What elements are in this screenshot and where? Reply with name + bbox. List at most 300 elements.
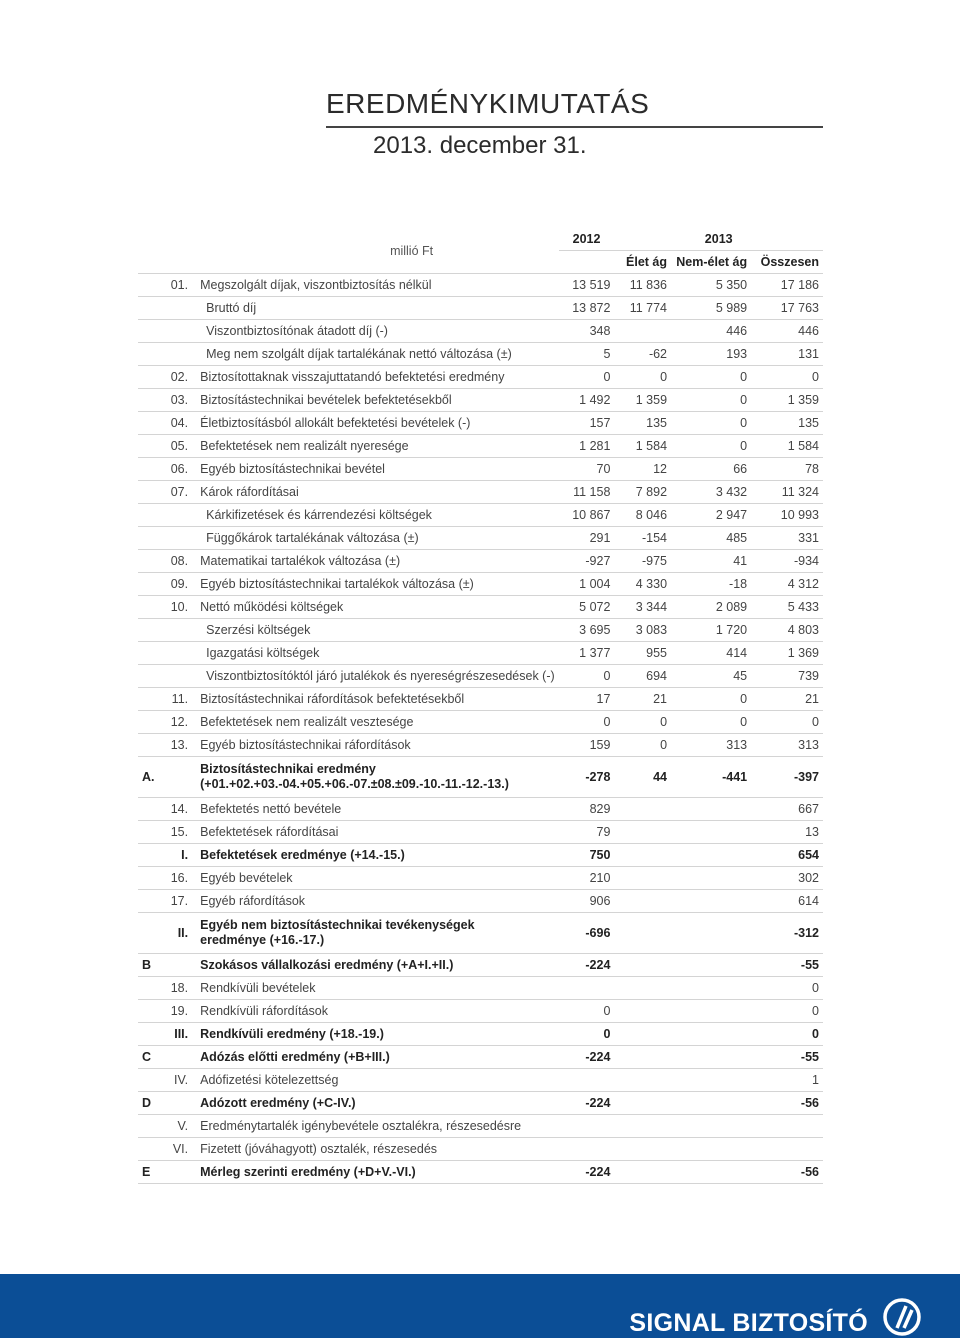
table-row	[138, 1069, 823, 1092]
row-letter	[138, 1115, 159, 1138]
value-2012: 0	[559, 1000, 615, 1023]
value-total: 1 369	[751, 642, 823, 665]
value-life	[614, 1000, 671, 1023]
value-2012: 210	[559, 867, 615, 890]
row-letter	[138, 711, 159, 734]
value-nonlife	[671, 1161, 751, 1184]
row-letter: E	[138, 1161, 159, 1184]
row-label: Megszolgált díjak, viszontbiztosítás nélkül	[196, 274, 559, 297]
value-total: 4 312	[751, 573, 823, 596]
value-total: -56	[751, 1161, 823, 1184]
row-letter	[138, 481, 159, 504]
value-total: 1 359	[751, 389, 823, 412]
table-row	[138, 435, 823, 458]
value-2012: 0	[559, 665, 615, 688]
value-2012: 829	[559, 798, 615, 821]
row-code	[159, 343, 197, 366]
row-code	[159, 619, 197, 642]
value-total: -55	[751, 954, 823, 977]
row-label: Meg nem szolgált díjak tartalékának nettó változása (±)	[196, 343, 559, 366]
page-subtitle: 2013. december 31.	[373, 132, 587, 159]
row-label: Szokásos vállalkozási eredmény (+A+I.+II.)	[196, 954, 559, 977]
value-life: 1 359	[614, 389, 671, 412]
value-nonlife	[671, 821, 751, 844]
header-total: Összesen	[751, 251, 823, 274]
value-nonlife: 0	[671, 412, 751, 435]
row-letter: A.	[138, 757, 159, 798]
table-row	[138, 844, 823, 867]
value-nonlife: 5 350	[671, 274, 751, 297]
value-life	[614, 890, 671, 913]
row-label: Adófizetési kötelezettség	[196, 1069, 559, 1092]
table-row	[138, 1138, 823, 1161]
table-row	[138, 977, 823, 1000]
table-row	[138, 596, 823, 619]
row-code	[159, 1161, 197, 1184]
row-code: 18.	[159, 977, 197, 1000]
row-code: 06.	[159, 458, 197, 481]
value-nonlife: 2 947	[671, 504, 751, 527]
value-nonlife	[671, 1138, 751, 1161]
row-code: II.	[159, 913, 197, 954]
value-life: 135	[614, 412, 671, 435]
value-life	[614, 1161, 671, 1184]
row-letter	[138, 596, 159, 619]
value-life: 8 046	[614, 504, 671, 527]
value-total: -934	[751, 550, 823, 573]
value-life	[614, 1092, 671, 1115]
value-nonlife: 0	[671, 366, 751, 389]
row-letter	[138, 504, 159, 527]
table-row	[138, 1161, 823, 1184]
value-2012	[559, 1115, 615, 1138]
row-code: VI.	[159, 1138, 197, 1161]
row-letter	[138, 550, 159, 573]
row-label: Matematikai tartalékok változása (±)	[196, 550, 559, 573]
row-label: Nettó működési költségek	[196, 596, 559, 619]
value-2012: 157	[559, 412, 615, 435]
value-life	[614, 977, 671, 1000]
row-letter	[138, 1000, 159, 1023]
value-nonlife	[671, 1069, 751, 1092]
value-life	[614, 821, 671, 844]
value-life: 0	[614, 711, 671, 734]
row-code: 11.	[159, 688, 197, 711]
row-letter	[138, 1138, 159, 1161]
row-code	[159, 1046, 197, 1069]
value-nonlife	[671, 1023, 751, 1046]
value-total: 13	[751, 821, 823, 844]
value-life: 0	[614, 734, 671, 757]
value-2012: -224	[559, 1092, 615, 1115]
row-letter	[138, 297, 159, 320]
row-label: Viszontbiztosítóktól járó jutalékok és nyereségrészesedések (-)	[196, 665, 559, 688]
value-total	[751, 1138, 823, 1161]
value-total: 1 584	[751, 435, 823, 458]
row-label: Biztosítástechnikai bevételek befektetésekből	[196, 389, 559, 412]
value-nonlife	[671, 844, 751, 867]
row-label: Egyéb ráfordítások	[196, 890, 559, 913]
row-code: 10.	[159, 596, 197, 619]
value-life: 4 330	[614, 573, 671, 596]
row-code: 08.	[159, 550, 197, 573]
value-2012: 159	[559, 734, 615, 757]
value-2012: 3 695	[559, 619, 615, 642]
row-label: Függőkárok tartalékának változása (±)	[196, 527, 559, 550]
row-label-line2: eredménye (+16.-17.)	[200, 933, 325, 947]
row-letter	[138, 458, 159, 481]
row-label-line2: (+01.+02.+03.-04.+05.+06.-07.±08.±09.-10.-11.-12.-13.)	[200, 777, 509, 791]
value-nonlife: -441	[671, 757, 751, 798]
value-total: -55	[751, 1046, 823, 1069]
value-2012: 0	[559, 1023, 615, 1046]
value-2012: 17	[559, 688, 615, 711]
value-nonlife	[671, 867, 751, 890]
row-label: Biztosítástechnikai ráfordítások befektetésekből	[196, 688, 559, 711]
row-letter: C	[138, 1046, 159, 1069]
value-2012	[559, 1069, 615, 1092]
row-letter	[138, 1023, 159, 1046]
value-total: 0	[751, 366, 823, 389]
table-row	[138, 274, 823, 297]
value-nonlife: 66	[671, 458, 751, 481]
value-total: 21	[751, 688, 823, 711]
value-total: 0	[751, 1000, 823, 1023]
header-nonlife: Nem-élet ág	[671, 251, 751, 274]
value-life	[614, 1138, 671, 1161]
value-nonlife: 485	[671, 527, 751, 550]
row-code: 07.	[159, 481, 197, 504]
row-letter: B	[138, 954, 159, 977]
table-row	[138, 1115, 823, 1138]
table-row	[138, 366, 823, 389]
value-total: 0	[751, 977, 823, 1000]
row-code: 04.	[159, 412, 197, 435]
row-code	[159, 665, 197, 688]
value-nonlife: -18	[671, 573, 751, 596]
row-letter	[138, 734, 159, 757]
value-total: 1	[751, 1069, 823, 1092]
value-total: 302	[751, 867, 823, 890]
row-label: Rendkívüli bevételek	[196, 977, 559, 1000]
row-label: Adózott eredmény (+C-IV.)	[196, 1092, 559, 1115]
row-letter	[138, 913, 159, 954]
row-letter	[138, 343, 159, 366]
value-life: 12	[614, 458, 671, 481]
value-total: 4 803	[751, 619, 823, 642]
row-label: Igazgatási költségek	[196, 642, 559, 665]
row-letter	[138, 642, 159, 665]
table-row	[138, 412, 823, 435]
table-row	[138, 642, 823, 665]
value-2012: -278	[559, 757, 615, 798]
value-nonlife: 2 089	[671, 596, 751, 619]
table-row	[138, 1046, 823, 1069]
unit-label: millió Ft	[159, 228, 559, 274]
table-row	[138, 458, 823, 481]
value-nonlife: 3 432	[671, 481, 751, 504]
value-nonlife: 0	[671, 389, 751, 412]
row-code: 13.	[159, 734, 197, 757]
table-row	[138, 297, 823, 320]
value-life: 694	[614, 665, 671, 688]
value-total: 5 433	[751, 596, 823, 619]
row-letter	[138, 619, 159, 642]
row-label: Egyéb bevételek	[196, 867, 559, 890]
row-code	[159, 297, 197, 320]
table-row	[138, 890, 823, 913]
row-code	[159, 642, 197, 665]
row-code: V.	[159, 1115, 197, 1138]
value-2012: 1 377	[559, 642, 615, 665]
value-2012: 0	[559, 711, 615, 734]
row-code: I.	[159, 844, 197, 867]
table-row	[138, 320, 823, 343]
value-2012: -224	[559, 954, 615, 977]
value-total: 17 186	[751, 274, 823, 297]
value-life: 44	[614, 757, 671, 798]
value-nonlife: 0	[671, 688, 751, 711]
row-code: 09.	[159, 573, 197, 596]
row-code: 19.	[159, 1000, 197, 1023]
value-2012: -224	[559, 1161, 615, 1184]
row-label: Befektetés nettó bevétele	[196, 798, 559, 821]
row-label: Befektetések eredménye (+14.-15.)	[196, 844, 559, 867]
row-code	[159, 504, 197, 527]
row-letter	[138, 389, 159, 412]
title-divider	[326, 126, 823, 128]
header-life: Élet ág	[614, 251, 671, 274]
value-nonlife	[671, 1000, 751, 1023]
row-code: IV.	[159, 1069, 197, 1092]
value-2012: 79	[559, 821, 615, 844]
row-letter	[138, 527, 159, 550]
value-nonlife	[671, 1092, 751, 1115]
row-label: Kárkifizetések és kárrendezési költségek	[196, 504, 559, 527]
table-row	[138, 619, 823, 642]
row-label: Mérleg szerinti eredmény (+D+V.-VI.)	[196, 1161, 559, 1184]
value-life	[614, 844, 671, 867]
signal-logo-icon	[882, 1297, 922, 1337]
row-label: Életbiztosításból allokált befektetési bevételek (-)	[196, 412, 559, 435]
value-total: 0	[751, 1023, 823, 1046]
value-2012: 750	[559, 844, 615, 867]
row-label-line1: Egyéb nem biztosítástechnikai tevékenységek	[200, 918, 475, 932]
row-code: 02.	[159, 366, 197, 389]
value-total: 739	[751, 665, 823, 688]
row-letter	[138, 844, 159, 867]
row-letter	[138, 821, 159, 844]
row-code: 12.	[159, 711, 197, 734]
row-label: Károk ráfordításai	[196, 481, 559, 504]
value-nonlife	[671, 913, 751, 954]
row-label	[196, 757, 559, 798]
table-row	[138, 1000, 823, 1023]
value-total: 131	[751, 343, 823, 366]
row-letter	[138, 867, 159, 890]
table-row	[138, 573, 823, 596]
row-code	[159, 757, 197, 798]
table-row	[138, 1023, 823, 1046]
value-2012: 1 281	[559, 435, 615, 458]
value-total: 313	[751, 734, 823, 757]
table-row	[138, 504, 823, 527]
row-code: 17.	[159, 890, 197, 913]
value-nonlife: 313	[671, 734, 751, 757]
table-row	[138, 527, 823, 550]
value-2012	[559, 977, 615, 1000]
row-code	[159, 320, 197, 343]
table-row	[138, 1092, 823, 1115]
value-total: 0	[751, 711, 823, 734]
value-2012: 70	[559, 458, 615, 481]
row-letter	[138, 688, 159, 711]
row-code: 16.	[159, 867, 197, 890]
value-2012: 13 872	[559, 297, 615, 320]
value-total: 654	[751, 844, 823, 867]
value-total: 667	[751, 798, 823, 821]
value-nonlife: 0	[671, 435, 751, 458]
value-total: 17 763	[751, 297, 823, 320]
row-code	[159, 954, 197, 977]
table-row	[138, 343, 823, 366]
table-row	[138, 688, 823, 711]
page-title: EREDMÉNYKIMUTATÁS	[326, 88, 650, 119]
row-label: Egyéb biztosítástechnikai tartalékok változása (±)	[196, 573, 559, 596]
value-2012: 10 867	[559, 504, 615, 527]
row-label: Befektetések nem realizált nyeresége	[196, 435, 559, 458]
value-2012: -696	[559, 913, 615, 954]
row-label: Adózás előtti eredmény (+B+III.)	[196, 1046, 559, 1069]
value-total: -56	[751, 1092, 823, 1115]
value-2012	[559, 1138, 615, 1161]
brand-name: SIGNAL BIZTOSÍTÓ	[629, 1309, 868, 1337]
row-code: III.	[159, 1023, 197, 1046]
value-life: 11 774	[614, 297, 671, 320]
value-2012: 5	[559, 343, 615, 366]
value-life: 11 836	[614, 274, 671, 297]
value-nonlife: 1 720	[671, 619, 751, 642]
value-total: 446	[751, 320, 823, 343]
value-life: -975	[614, 550, 671, 573]
row-letter	[138, 798, 159, 821]
row-letter	[138, 366, 159, 389]
value-life	[614, 1023, 671, 1046]
value-total: -397	[751, 757, 823, 798]
income-statement-table	[138, 228, 823, 1184]
table-row	[138, 550, 823, 573]
value-total: 135	[751, 412, 823, 435]
row-label: Rendkívüli eredmény (+18.-19.)	[196, 1023, 559, 1046]
value-total	[751, 1115, 823, 1138]
value-life	[614, 1069, 671, 1092]
value-life	[614, 913, 671, 954]
value-life	[614, 954, 671, 977]
value-nonlife	[671, 977, 751, 1000]
row-code: 05.	[159, 435, 197, 458]
value-2012: 0	[559, 366, 615, 389]
row-code: 15.	[159, 821, 197, 844]
value-total: 11 324	[751, 481, 823, 504]
value-2012: 5 072	[559, 596, 615, 619]
table-row	[138, 798, 823, 821]
row-letter	[138, 977, 159, 1000]
row-letter	[138, 435, 159, 458]
row-label: Egyéb biztosítástechnikai ráfordítások	[196, 734, 559, 757]
table-row	[138, 481, 823, 504]
value-2012: 11 158	[559, 481, 615, 504]
value-nonlife: 414	[671, 642, 751, 665]
value-life	[614, 867, 671, 890]
table-row	[138, 954, 823, 977]
row-label: Viszontbiztosítónak átadott díj (-)	[196, 320, 559, 343]
value-life	[614, 320, 671, 343]
value-2012: 13 519	[559, 274, 615, 297]
value-life	[614, 1115, 671, 1138]
row-label: Befektetések ráfordításai	[196, 821, 559, 844]
value-life: 7 892	[614, 481, 671, 504]
table-row	[138, 389, 823, 412]
table-row	[138, 913, 823, 954]
table-row	[138, 867, 823, 890]
value-nonlife	[671, 954, 751, 977]
row-code: 14.	[159, 798, 197, 821]
row-code	[159, 527, 197, 550]
row-letter	[138, 573, 159, 596]
row-label: Eredménytartalék igénybevétele osztalékra, részesedésre	[196, 1115, 559, 1138]
value-2012: 348	[559, 320, 615, 343]
value-nonlife	[671, 1046, 751, 1069]
row-label-line1: Biztosítástechnikai eredmény	[200, 762, 376, 776]
value-2012: -224	[559, 1046, 615, 1069]
row-code: 01.	[159, 274, 197, 297]
header-year-2012: 2012	[559, 228, 615, 251]
value-life: 1 584	[614, 435, 671, 458]
table-row	[138, 821, 823, 844]
table-row	[138, 665, 823, 688]
row-label: Befektetések nem realizált vesztesége	[196, 711, 559, 734]
value-life: 21	[614, 688, 671, 711]
row-label	[196, 913, 559, 954]
value-2012: 906	[559, 890, 615, 913]
row-letter	[138, 320, 159, 343]
value-nonlife: 5 989	[671, 297, 751, 320]
value-nonlife: 193	[671, 343, 751, 366]
value-2012: 1 492	[559, 389, 615, 412]
value-total: 78	[751, 458, 823, 481]
value-nonlife: 446	[671, 320, 751, 343]
value-total: -312	[751, 913, 823, 954]
value-life: -62	[614, 343, 671, 366]
value-2012: -927	[559, 550, 615, 573]
value-nonlife: 45	[671, 665, 751, 688]
row-letter	[138, 412, 159, 435]
value-life: 955	[614, 642, 671, 665]
table-row	[138, 734, 823, 757]
value-nonlife	[671, 890, 751, 913]
row-code: 03.	[159, 389, 197, 412]
row-label: Rendkívüli ráfordítások	[196, 1000, 559, 1023]
value-life	[614, 798, 671, 821]
value-2012: 291	[559, 527, 615, 550]
value-nonlife	[671, 798, 751, 821]
value-life: 0	[614, 366, 671, 389]
value-nonlife: 0	[671, 711, 751, 734]
row-letter: D	[138, 1092, 159, 1115]
value-life: 3 344	[614, 596, 671, 619]
table-row	[138, 757, 823, 798]
row-label: Fizetett (jóváhagyott) osztalék, részesedés	[196, 1138, 559, 1161]
